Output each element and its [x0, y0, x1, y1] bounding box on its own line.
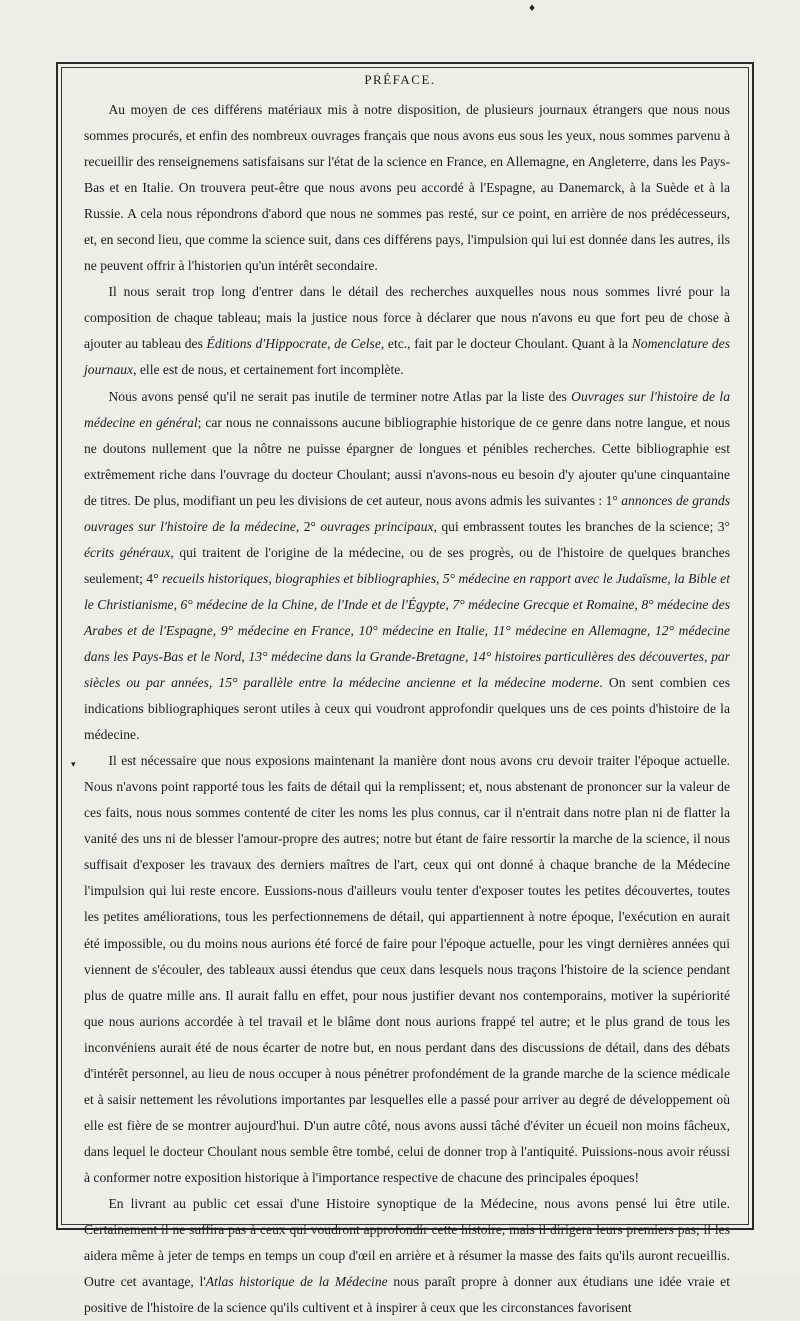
margin-mark: ▾ — [71, 760, 76, 770]
italic-text-run: Atlas historique de la Médecine — [205, 1274, 388, 1290]
italic-text-run: de Celse — [334, 336, 381, 352]
text-run: Nous avons pensé qu'il ne serait pas inutile de terminer notre Atlas par la liste des — [108, 388, 572, 404]
italic-text-run: recueils historiques, biographies et bibliographies, 5° médecine en rapport avec le Judaïsme, la Bible et le Christianisme, 6° médecine de la Chine, de l'Inde et de l'Égypte, 7° médecine Grecque et Romaine, 8° médecine des Arabes et de l'Espagne, 9° médecine en France, 10° médecine en Italie, 11° médecine en Allemagne, 12° médecine dans les Pays-Bas et le Nord, 13° médecine dans la Grande-Bretagne, 14° histoires particulières des découvertes, par siècles ou par années, 15° parallèle entre la médecine ancienne et la médecine moderne — [84, 570, 730, 691]
italic-text-run: Nomenclature des journaux — [84, 336, 730, 378]
text-run: , — [327, 336, 335, 352]
running-head: PRÉFACE. — [364, 72, 436, 87]
text-run: . On sent combien ces indications bibliographiques seront utiles à ceux qui voudront approfondir quelques uns de ces points d'histoire de la médecine. — [84, 675, 730, 743]
italic-text-run: Ouvrages sur l'histoire de la médecine en général — [84, 388, 731, 430]
body-text — [84, 97, 730, 1321]
text-run: , elle est de nous, et certainement fort incomplète. — [133, 362, 404, 378]
text-run: nous paraît propre à donner aux étudians une idée vraie et positive de l'histoire de la science qu'ils cultivent et à inspirer à ceux que les circonstances favorisent — [84, 1274, 730, 1316]
italic-text-run: Éditions d'Hippocrate — [206, 336, 328, 352]
paragraph — [84, 97, 730, 279]
text-run: Il nous serait trop long d'entrer dans le détail des recherches auxquelles nous nous sommes livré pour la composition de chaque tableau; mais la justice nous force à déclarer que nous n'avons eu que fort peu de chose à ajouter au tableau des — [84, 284, 730, 352]
printer-mark: ♦ — [528, 4, 537, 14]
italic-text-run: ouvrages principaux — [320, 518, 434, 534]
text-run: ; car nous ne connaissons aucune bibliographie historique de ce genre dans notre langue, et nous ne doutons nullement que la nôtre ne puisse épargner de longues et pénibles recherches. Cette bibliographie est extrêmement riche dans l'ouvrage du docteur Choulant; aussi n'avons-nous eu besoin d'y ajouter qu'une cinquantaine de titres. De plus, modifiant un peu les divisions de cet auteur, nous avons admis les suivantes : 1° — [84, 414, 730, 508]
paragraph — [84, 279, 730, 383]
paragraph — [84, 748, 730, 1191]
italic-text-run: écrits généraux — [84, 544, 171, 560]
paragraph — [84, 1191, 730, 1321]
text-run: , etc., fait par le docteur Choulant. Quant à la — [380, 336, 632, 352]
italic-text-run: annonces de grands ouvrages sur l'histoire de la médecine — [84, 492, 730, 534]
text-run: , qui traitent de l'origine de la médecine, ou de ses progrès, ou de l'histoire de quelques branches seulement; 4° — [84, 544, 731, 586]
text-run: Au moyen de ces différens matériaux mis à notre disposition, de plusieurs journaux étrangers que nous nous sommes procurés, et enfin des nombreux ouvrages français que nous avons eus sous les yeux, nous sommes parvenu à recueillir des renseignemens satisfaisans sur l'état de la science en France, en Allemagne, en Angleterre, dans les Pays-Bas et en Italie. On trouvera peut-être que nous avons peu accordé à l'Espagne, au Danemarck, à la Suède et à la Russie. A cela nous répondrons d'abord que nous ne sommes pas resté, sur ce point, en arrière de nos prédécesseurs, et, en second lieu, que comme la science suit, dans ces différens pays, l'impulsion qui lui est donnée dans les autres, ils ne peuvent offrir à l'historien qu'un intérêt secondaire. — [84, 102, 730, 274]
text-run: , qui embrassent toutes les branches de la science; 3° — [433, 518, 730, 534]
text-run: , 2° — [295, 518, 321, 534]
text-run: Il est nécessaire que nous exposions maintenant la manière dont nous avons cru devoir traiter l'époque actuelle. Nous n'avons point rapporté tous les faits de détail qui la remplissent; et, nous abstenant de prononcer sur la valeur de ces faits, nous nous sommes contenté de citer les noms les plus connus, car il n'entrait dans notre plan ni de flatter la vanité des uns ni de blesser l'amour-propre des autres; notre but étant de faire ressortir la marche de la science, il nous suffisait d'exposer les travaux des derniers maîtres de l'art, ceux qui ont donné à chaque branche de la Médecine l'impulsion qui lui reste encore. Eussions-nous d'ailleurs voulu tenter d'exposer toutes les petites découvertes, toutes les petites améliorations, tous les perfectionnemens de détail, qui appartiennent à notre époque, l'exécution en aurait été impossible, ou du moins nous aurions été forcé de faire pour l'époque actuelle, pour les vingt dernières années qui viennent de s'écouler, des tableaux aussi étendus que ceux dans lesquels nous traçons l'histoire de la science pendant plus de quatre mille ans. Il aurait fallu en effet, pour nous justifier devant nos contemporains, motiver la supériorité que nous aurions accordée à tel travail et le blâme dont nous aurions frappé tel autre; et le plus grand de tous les inconvéniens aurait été de nous écarter de notre but, en nous perdant dans des discussions de détail, dans des débats d'intérêt personnel, au lieu de nous occuper à nous pénétrer profondément de la grande marche de la science médicale et à saisir nettement les révolutions importantes par lesquelles elle a passé pour arriver au degré de développement où elle est fière de se montrer aujourd'hui. D'un autre côté, nous avons aussi tâché d'éviter un écueil non moins fâcheux, dans lequel le docteur Choulant nous semble être tombé, celui de donner trop à l'antiquité. Puissions-nous avoir réussi à conformer notre exposition historique à l'importance respective de chacune des principales époques! — [84, 753, 730, 1185]
paragraph — [84, 384, 730, 749]
text-run: En livrant au public cet essai d'une Histoire synoptique de la Médecine, nous avons pensé lui être utile. Certainement il ne suffira pas à ceux qui voudront approfondir cette histoire, mais il dirigera leurs premiers pas; il les aidera même à jeter de temps en temps un coup d'œil en arrière et à résumer la masse des faits qu'ils auront recueillis. Outre cet avantage, l' — [84, 1195, 730, 1290]
